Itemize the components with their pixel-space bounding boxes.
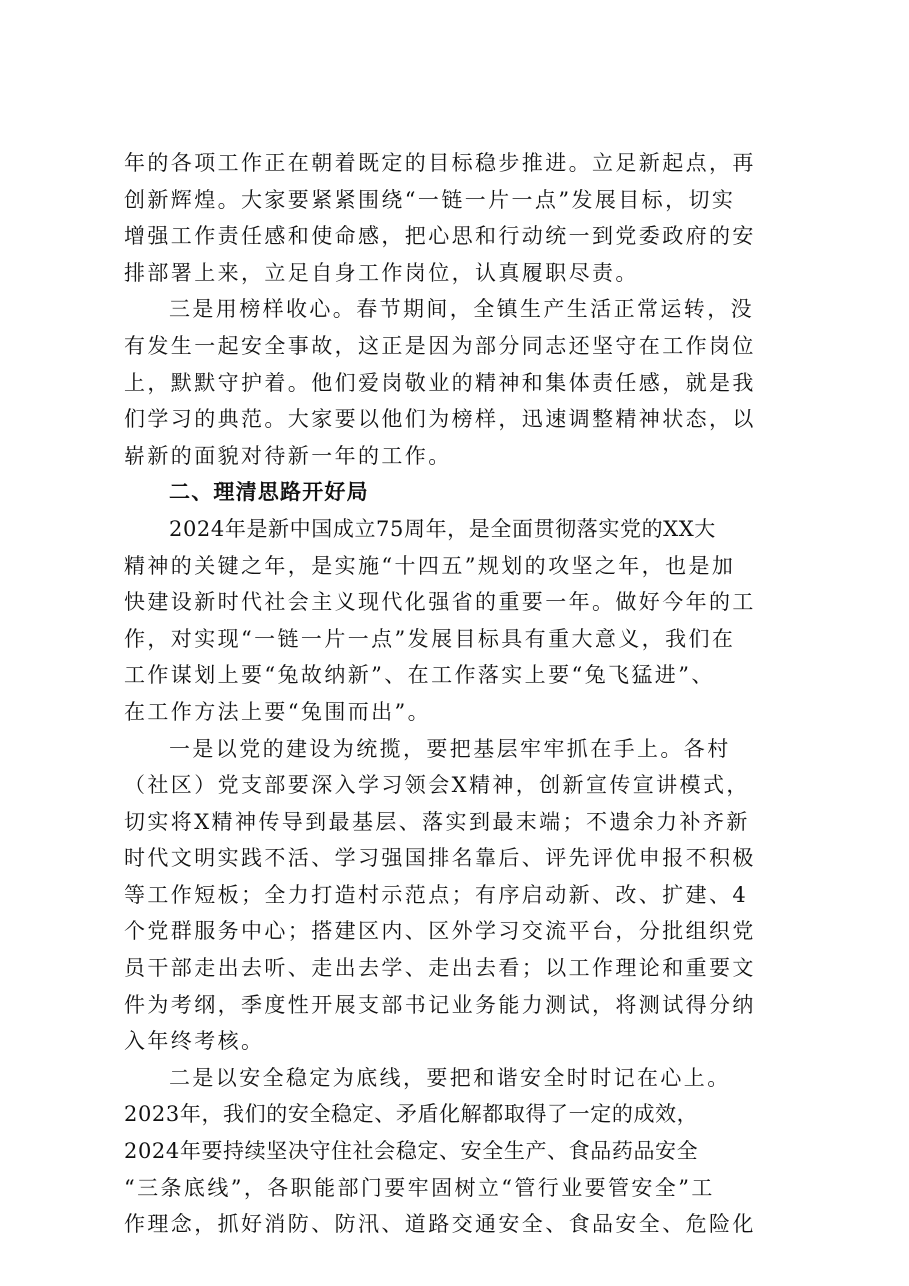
text-line: 入年终考核。 <box>124 1029 265 1054</box>
text-line: 快建设新时代社会主义现代化强省的重要一年。做好今年的工 <box>124 590 756 615</box>
text-line: 2024年要持续坚决守住社会稳定、安全生产、食品药品安全 <box>124 1139 699 1164</box>
text-line: （社区）党支部要深入学习领会X精神，创新宣传宣讲模式， <box>124 773 750 798</box>
section-heading: 二、理清思路开好局 <box>169 480 369 505</box>
text-line: 增强工作责任感和使命感，把心思和行动统一到党委政府的安 <box>124 224 756 249</box>
text-line: 上，默默守护着。他们爱岗敬业的精神和集体责任感，就是我 <box>124 370 756 395</box>
text-line: 工作谋划上要“兔故纳新”、在工作落实上要“兔飞猛进”、 <box>124 663 715 688</box>
text-line: 年的各项工作正在朝着既定的目标稳步推进。立足新起点，再 <box>124 151 756 175</box>
paragraph-start-line: 2024年是新中国成立75周年，是全面贯彻落实党的XX大 <box>169 516 716 541</box>
paragraph-start-line: 一是以党的建设为统揽，要把基层牢牢抓在手上。各村 <box>169 736 731 761</box>
paragraph-start-line: 三是用榜样收心。春节期间，全镇生产生活正常运转，没 <box>169 297 754 322</box>
text-line: 员干部走出去听、走出去学、走出去看；以工作理论和重要文 <box>124 956 756 981</box>
text-line: 在工作方法上要“兔围而出”。 <box>124 699 432 724</box>
text-line: 个党群服务中心；搭建区内、区外学习交流平台，分批组织党 <box>124 919 756 944</box>
text-line: “三条底线”，各职能部门要牢固树立“管行业要管安全”工 <box>124 1175 715 1200</box>
text-line: 精神的关键之年，是实施“十四五”规划的攻坚之年，也是加 <box>124 553 736 578</box>
text-line: 作理念，抓好消防、防汛、道路交通安全、食品安全、危险化 <box>124 1212 756 1237</box>
text-line: 切实将X精神传导到最基层、落实到最末端；不遗余力补齐新 <box>124 809 750 834</box>
text-line: 有发生一起安全事故，这正是因为部分同志还坚守在工作岗位 <box>124 333 756 358</box>
text-line: 作，对实现“一链一片一点”发展目标具有重大意义，我们在 <box>124 626 736 651</box>
text-line: 件为考纲，季度性开展支部书记业务能力测试，将测试得分纳 <box>124 992 756 1017</box>
document-body <box>124 145 796 1243</box>
paragraph-start-line: 二是以安全稳定为底线，要把和谐安全时时记在心上。 <box>169 1065 731 1090</box>
text-line: 等工作短板；全力打造村示范点；有序启动新、改、扩建、4 <box>124 882 749 907</box>
text-line: 创新辉煌。大家要紧紧围绕“一链一片一点”发展目标，切实 <box>124 187 736 212</box>
text-line: 排部署上来，立足自身工作岗位，认真履职尽责。 <box>124 260 639 285</box>
text-line: 时代文明实践不活、学习强国排名靠后、评先评优申报不积极 <box>124 846 756 871</box>
text-line: 们学习的典范。大家要以他们为榜样，迅速调整精神状态，以 <box>124 407 756 432</box>
text-line: 崭新的面貌对待新一年的工作。 <box>124 443 452 468</box>
text-line: 2023年，我们的安全稳定、矛盾化解都取得了一定的成效， <box>124 1102 699 1127</box>
